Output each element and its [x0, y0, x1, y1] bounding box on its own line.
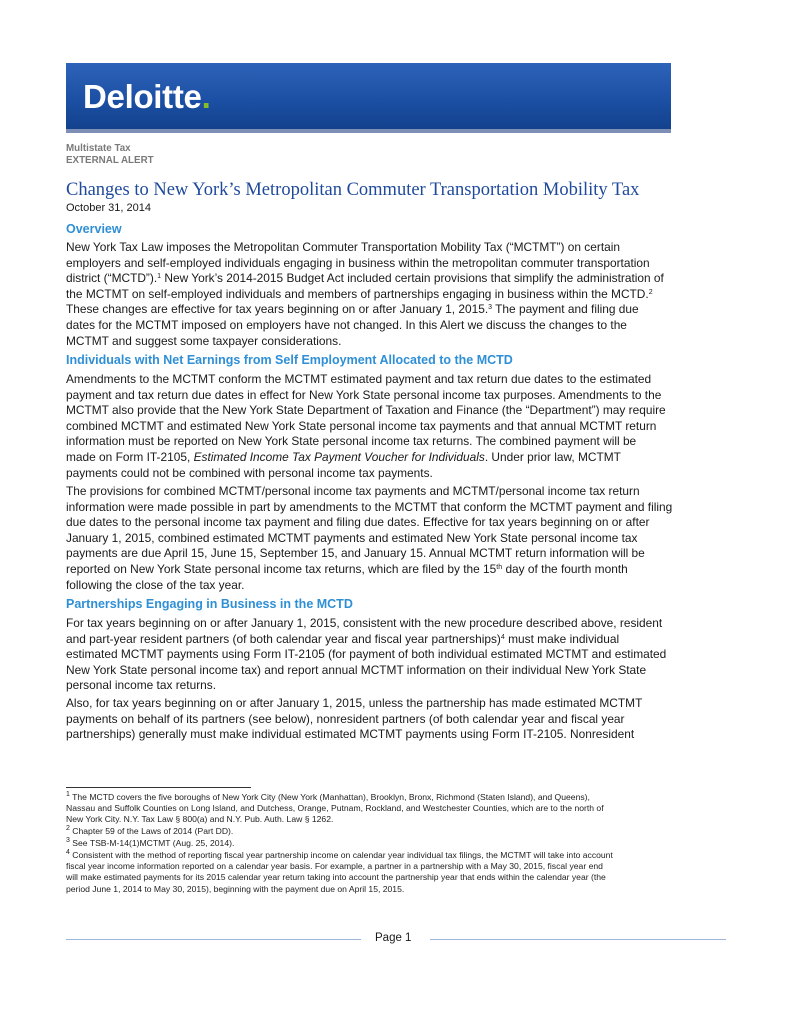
footnote-ref[interactable]: 4	[500, 633, 505, 641]
text-line: due dates to the personal income tax payment and filing due dates. Effective for tax years beginning on or after	[66, 515, 650, 530]
text-line: combined MCTMT and estimated New York State personal income tax payments and that annual MCTMT return	[66, 418, 657, 433]
form-title: Estimated Income Tax Payment Voucher for Individuals	[193, 449, 485, 464]
page-number: Page 1	[375, 932, 412, 944]
footnote-ref[interactable]: 1	[157, 273, 162, 281]
logo-text: Deloitte	[83, 78, 202, 115]
text-line: New York State personal income tax) and report annual MCTMT information on their individual New York State	[66, 662, 647, 677]
text-line: and part-year resident partners (of both calendar year and fiscal year partnerships)$^4$ must make individual	[66, 631, 620, 646]
text-line: employers and self-employed individuals engaging in business within the metropolitan commuter transportation	[66, 255, 650, 270]
text-line: payment and tax return due dates in effect for New York State personal income tax purposes. Amendments to the	[66, 387, 662, 402]
text-line: district (“MCTD”).$^1$ New York’s 2014-2015 Budget Act included certain provisions that simplify the administration of	[66, 271, 664, 286]
text-line: January 1, 2015, combined estimated MCTMT payments and estimated New York State personal income tax	[66, 530, 638, 545]
footnote-line: Nassau and Suffolk Counties on Long Island, and Dutchess, Orange, Putnam, Rockland, and Westchester Counties, which are to the north of	[66, 803, 604, 814]
text-line: following the close of the tax year.	[66, 577, 245, 592]
section-heading-overview: Overview	[66, 222, 122, 236]
footnote-line: fiscal year income information reported on a calendar year basis. For example, a partner in a partnership with a May 30, 2015, fiscal year end	[66, 861, 603, 872]
section-heading-individuals: Individuals with Net Earnings from Self Employment Allocated to the MCTD	[66, 353, 513, 367]
footnote-separator	[66, 787, 251, 788]
individuals-paragraph-1	[66, 372, 726, 481]
footnote-4: $^4$ Consistent with the method of reporting fiscal year partnership income on calendar year individual tax filings, the MCTMT will take into account fiscal year income information reported on a calendar year basis. For example, a partner in a partnership with a May 30, 2015, fiscal year end will make estimated payments for its 2015 calendar year return taking into account the partnership year that ends within the calendar year (the period June 1, 2014 to May 30, 2015), beginning with the payment due on April 15, 2015.	[66, 850, 736, 895]
footnote-line: period June 1, 2014 to May 30, 2015), beginning with the payment due on April 15, 2015.	[66, 883, 405, 894]
partnerships-paragraph-1	[66, 616, 726, 694]
text-line: reported on New York State personal income tax returns, which are filed by the 15th day of the fourth month	[66, 561, 628, 576]
publish-date: October 31, 2014	[66, 202, 152, 214]
footnote-number: 4	[66, 849, 70, 856]
alert-type-label: EXTERNAL ALERT	[66, 155, 154, 166]
text-line: information must be reported on New York State personal income tax returns. The combined payment will be	[66, 434, 637, 449]
text-line: MCTMT and suggest some taxpayer considerations.	[66, 333, 342, 348]
text-line: estimated MCTMT payments using Form IT-2105 (for payment of both individual estimated MCTMT and estimated	[66, 647, 667, 662]
text-line: Amendments to the MCTMT conform the MCTMT estimated payment and tax return due dates to the estimated	[66, 372, 652, 386]
individuals-paragraph-2	[66, 484, 726, 593]
section-heading-partnerships: Partnerships Engaging in Business in the MCTD	[66, 597, 353, 611]
text-line: the MCTMT on self-employed individuals and members of partnerships engaging in business within the MCTD.$^2$	[66, 286, 653, 301]
page-title: Changes to New York’s Metropolitan Commuter Transportation Mobility Tax	[66, 180, 640, 200]
footnote-line: New York City. N.Y. Tax Law § 800(a) and N.Y. Pub. Auth. Law § 1262.	[66, 814, 334, 825]
text-line: MCTMT also provide that the New York State Department of Taxation and Finance (the “Department”) may require	[66, 403, 666, 418]
banner-shadow	[66, 129, 671, 133]
text-line: partnerships) generally must make individual estimated MCTMT payments using Form IT-2105. Nonresident	[66, 727, 635, 742]
text-line: personal income tax returns.	[66, 678, 217, 693]
footnote-ref[interactable]: 3	[488, 304, 493, 312]
footnote-ref[interactable]: 2	[648, 288, 653, 296]
deloitte-banner	[66, 63, 671, 133]
footnote-3: $^3$ See TSB-M-14(1)MCTMT (Aug. 25, 2014).	[66, 837, 235, 848]
overview-paragraph	[66, 240, 726, 349]
text-line: payments on behalf of its partners (see below), nonresident partners (of both calendar year and fiscal year	[66, 711, 625, 726]
category-label: Multistate Tax	[66, 143, 131, 154]
text-line: New York Tax Law imposes the Metropolitan Commuter Transportation Mobility Tax (“MCTMT”) on certain	[66, 240, 620, 254]
text-line: For tax years beginning on or after January 1, 2015, consistent with the new procedure described above, resident	[66, 616, 663, 630]
text-line: The provisions for combined MCTMT/personal income tax payments and MCTMT/personal income tax return	[66, 484, 640, 498]
logo-dot: .	[201, 78, 211, 115]
text-line: dates for the MCTMT imposed on employers have not changed. In this Alert we discuss the changes to the	[66, 317, 627, 332]
footnote-line: will make estimated payments for its 2015 calendar year return taking into account the partnership year that ends within the calendar year (the	[66, 872, 606, 883]
footnote-number: 2	[66, 825, 70, 832]
footnote-2: $^2$ Chapter 59 of the Laws of 2014 (Part DD).	[66, 825, 234, 836]
footnote-number: 3	[66, 837, 70, 844]
partnerships-paragraph-2	[66, 696, 726, 743]
text-line: information were made possible in part by amendments to the MCTMT that conform the MCTMT payment and filing	[66, 499, 673, 514]
text-line: payments could not be combined with personal income tax payments.	[66, 465, 433, 480]
deloitte-logo	[83, 78, 211, 116]
text-line: These changes are effective for tax years beginning on or after January 1, 2015.$^3$ The payment and filing due	[66, 302, 639, 317]
footnote-1: $^1$ The MCTD covers the five boroughs of New York City (New York (Manhattan), Brooklyn, Bronx, Richmond (Staten Island), and Queens), Nassau and Suffolk Counties on Long Island, and Dutchess, Orange, Putnam, Rockland, and Westchester Counties, which are to the north of New York City. N.Y. Tax Law § 800(a) and N.Y. Pub. Auth. Law § 1262.	[66, 792, 736, 826]
text-line: Also, for tax years beginning on or after January 1, 2015, unless the partnership has made estimated MCTMT	[66, 696, 643, 710]
text-line: payments are due April 15, June 15, September 15, and January 15. Annual MCTMT return information will be	[66, 546, 645, 561]
footer-rule-right	[430, 939, 726, 940]
text-line: made on Form IT-2105, Estimated Income Tax Payment Voucher for Individuals. Under prior law, MCTMT	[66, 449, 621, 464]
footnote-number: 1	[66, 791, 70, 798]
footer-rule-left	[66, 939, 361, 940]
